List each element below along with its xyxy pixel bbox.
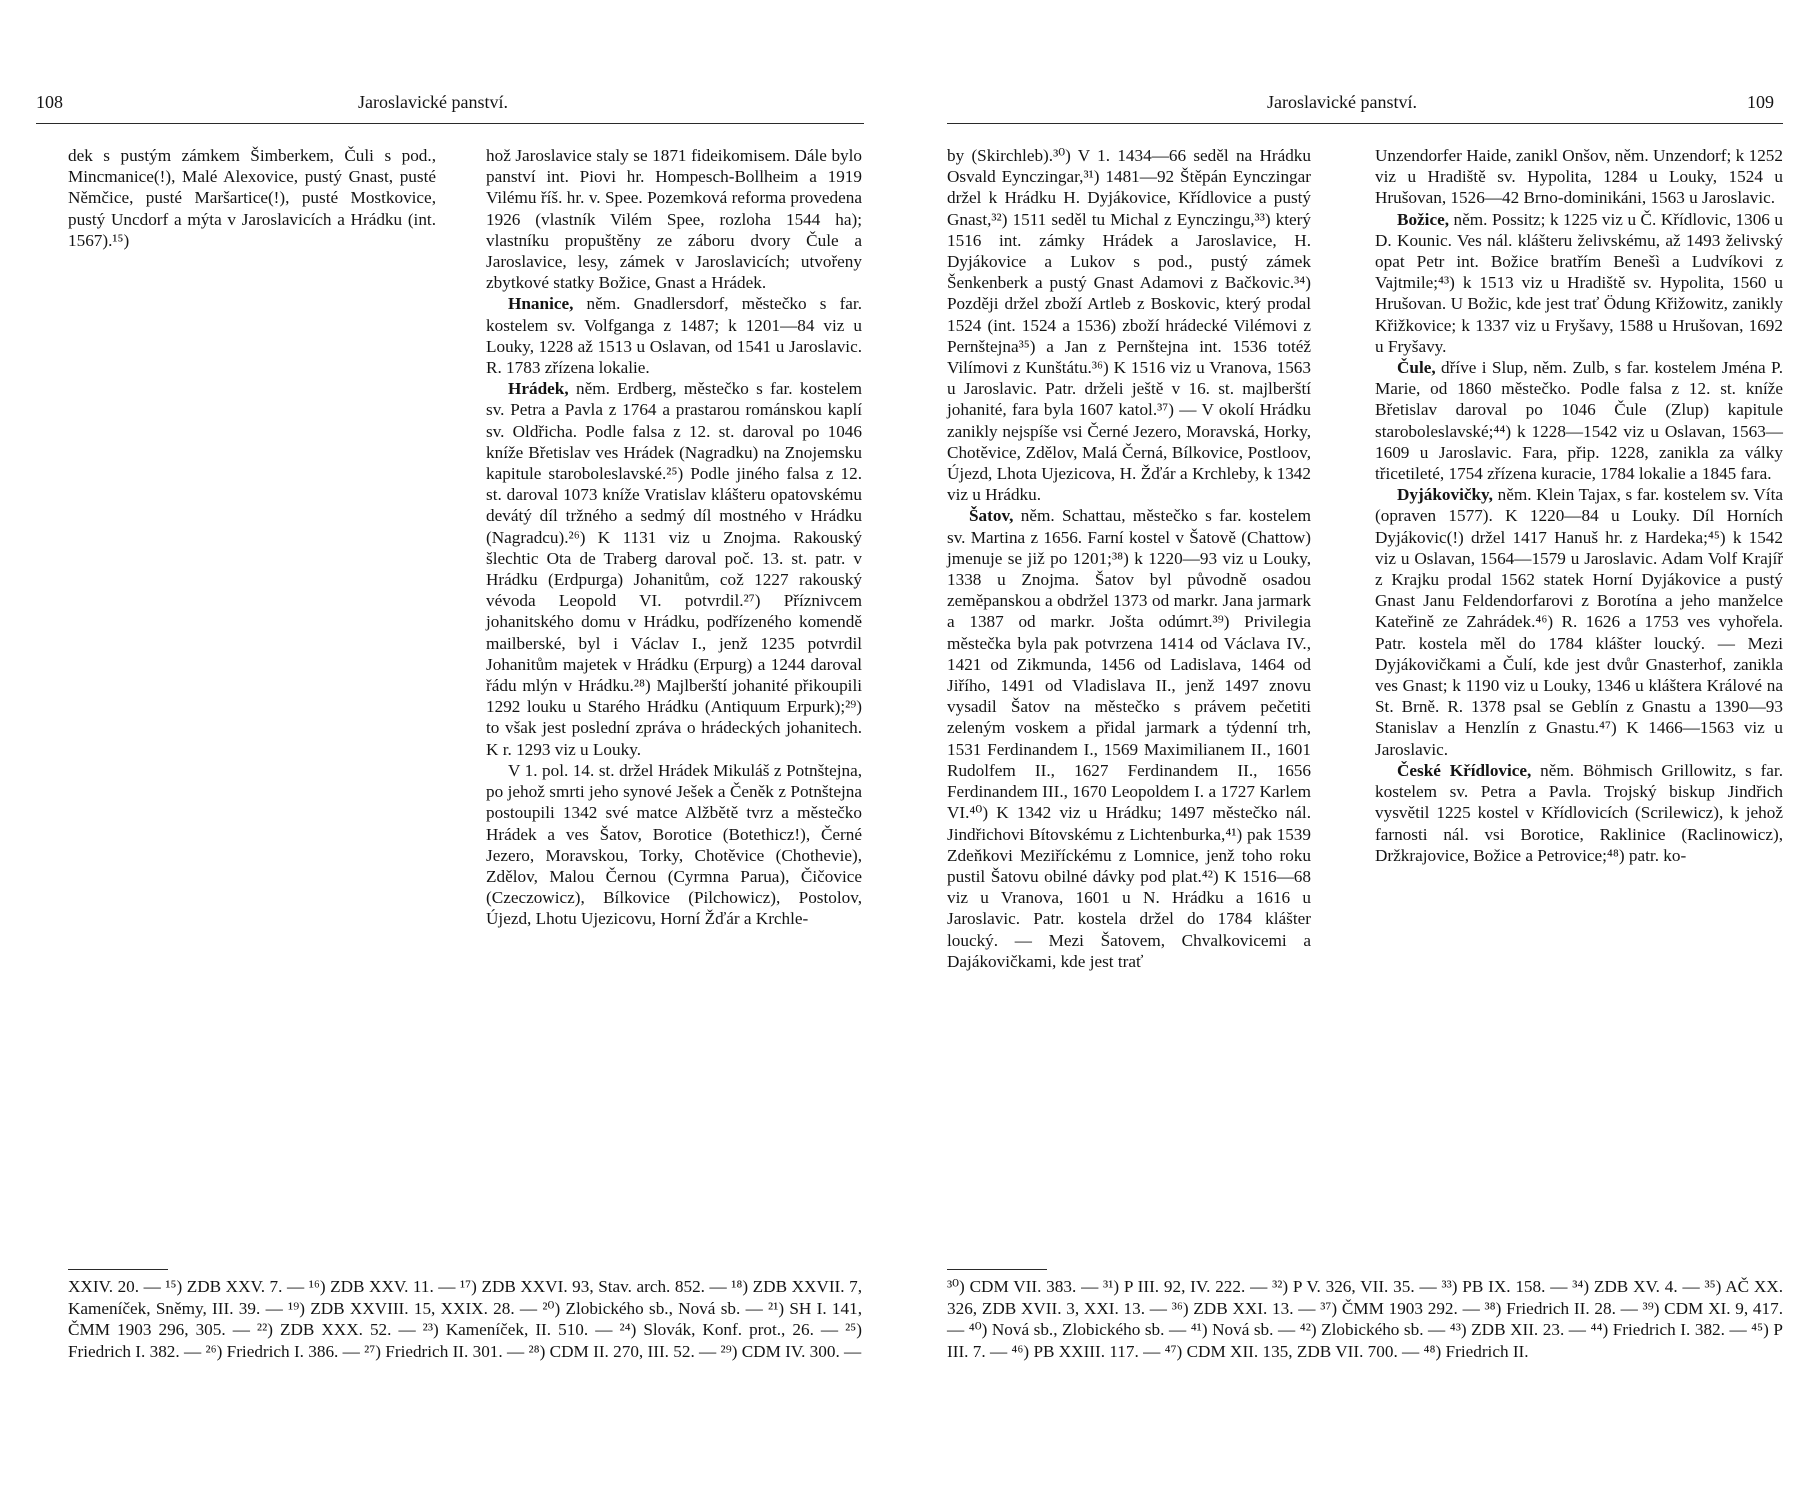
entry-text: dříve i Slup, něm. Zulb, s far. kostelem Jména P. Marie, od 1860 městečko. Podle falsa z 12. st. kníže Břetislav daroval po 1046 Čule (Zlup) kapitule staroboleslavské;⁴⁴) k 1228—1542 viz u Oslavan, 1563—1609 u Jaroslavic. Fara, přip. 1228, zanikla za války třicetileté, 1754 zřízena kuracie, 1784 lokalie a 1845 fara. bbox=[1375, 358, 1783, 484]
entry-heading: Hnanice, bbox=[508, 294, 574, 314]
footnote-rule bbox=[947, 1269, 1047, 1270]
paragraph: V 1. pol. 14. st. držel Hrádek Mikuláš z Potnštejna, po jehož smrti jeho synové Ješek a Čeněk z Potnštejna postoupili 1342 své matce Alžbětě tvrz a městečko Hrádek a ves Šatov, Borotice (Botethicz!), Černé Jezero, Moravskou, Torky, Chotěvice (Chothevie), Zdělov, Malou Černou (Cyrmna Parua), Čičovice (Czeczowicz), Bílkovice (Pilchowicz), Postolov, Újezd, Lhotu Ujezicovu, Horní Žďár a Krchle- bbox=[486, 760, 862, 929]
text-column-1 bbox=[947, 145, 1311, 972]
entry-satov bbox=[947, 505, 1311, 971]
entry-text: něm. Gnadlersdorf, městečko s far. kostelem sv. Volfganga z 1487; k 1201—84 viz u Louky, 1228 až 1513 u Oslavan, od 1541 u Jaroslavic. R. 1783 zřízena lokalie. bbox=[486, 294, 862, 378]
header-rule bbox=[947, 123, 1783, 124]
entry-heading: České Křídlovice, bbox=[1397, 760, 1532, 780]
paragraph: by (Skirchleb).³⁰) V 1. 1434—66 seděl na Hrádku Osvald Eynczingar,³¹) 1481—92 Štěpán Eynczingar držel k Hrádku H. Dyjákovice, Křídlovice a pustý Gnast,³²) 1511 seděl tu Michal z Eynczingu,³³) který 1516 int. zámky Hrádek a Jaroslavice, H. Dyjákovice a Lukov s pod., pustý zámek Šenkenberk a pustý Gnast Adamovi z Bačkovic.³⁴) Později držel zboží Artleb z Boskovic, který prodal 1524 (int. 1524 a 1536) zboží hrádecké Vilémovi z Pernštejna³⁵) a Jan z Pernštejna int. 1536 totéž Vilímovi z Kunštátu.³⁶) K 1516 viz u Vranova, 1563 u Jaroslavic. Patr. drželi ještě v 16. st. majlberští johanité, fara byla 1607 katol.³⁷) — V okolí Hrádku zanikly nejspíše vsi Černé Jezero, Moravská, Horky, Chotěvice, Zdělov, Malá Černá, Bílkovice, Postloov, Újezd, Lhota Ujezicova, H. Žďár a Krchleby, k 1342 viz u Hrádku. bbox=[947, 146, 1311, 505]
page-number: 109 bbox=[1747, 92, 1774, 112]
entry-dyjakovicky bbox=[1375, 484, 1783, 760]
footnotes-text: XXIV. 20. — ¹⁵) ZDB XXV. 7. — ¹⁶) ZDB XXV. 11. — ¹⁷) ZDB XXVI. 93, Stav. arch. 852. — ¹⁸) ZDB XXVII. 7, Kameníček, Sněmy, III. 39. — ¹⁹) ZDB XXVIII. 15, XXIX. 28. — ²⁰) Zlobického sb., Nová sb. — ²¹) SH I. 141, ČMM 1903 296, 305. — ²²) ZDB XXX. 52. — ²³) Kameníček, II. 510. — ²⁴) Slovák, Konf. prot., 26. — ²⁵) Friedrich I. 382. — ²⁶) Friedrich I. 386. — ²⁷) Friedrich II. 301. — ²⁸) CDM II. 270, III. 52. — ²⁹) CDM IV. 300. — bbox=[68, 1277, 862, 1361]
running-title: Jaroslavické panství. bbox=[358, 92, 508, 112]
running-title: Jaroslavické panství. bbox=[1267, 92, 1417, 112]
entry-heading: Božice, bbox=[1397, 209, 1450, 229]
entry-text: něm. Possitz; k 1225 viz u Č. Křídlovic, 1306 u D. Kounic. Ves nál. klášteru želivskému, až 1493 želivský opat Petr int. Božice bratřím Benešì a Ludvíkovi z Vajtmile;⁴³) k 1513 viz u Hradiště sv. Hypolita, 1560 u Hrušovan. U Božic, kde jest trať Ödung Křižowitz, zanikly Křižkovice; k 1337 viz u Fryšavy, 1588 u Hrušovan, 1692 u Fryšavy. bbox=[1375, 209, 1783, 356]
entry-hradek bbox=[486, 378, 862, 760]
footnotes bbox=[947, 1276, 1783, 1362]
entry-cule bbox=[1375, 357, 1783, 484]
footnotes bbox=[68, 1276, 862, 1362]
entry-heading: Čule, bbox=[1397, 358, 1436, 378]
text-column-1 bbox=[68, 145, 436, 251]
entry-heading: Hrádek, bbox=[508, 379, 569, 399]
header-rule bbox=[36, 123, 864, 124]
text-column-2 bbox=[1375, 145, 1783, 866]
entry-text: něm. Erdberg, městečko s far. kostelem sv. Petra a Pavla z 1764 a prastarou románskou kaplí sv. Oldřicha. Podle falsa z 12. st. daroval po 1046 kníže Břetislav ves Hrádek (Nagradku) na Znojemsku kapitule staroboleslavské.²⁵) Podle jiného falsa z 12. st. daroval 1073 kníže Vratislav klášteru opatovskému devátý díl tržného a sedmý díl mostného v Hrádku (Nagradcu).²⁶) K 1131 viz u Znojma. Rakouský šlechtic Ota de Traberg daroval poč. 13. st. patr. v Hrádku (Erdpurga) Johanitům, což 1227 rakouský vévoda Leopold VI. potvrdil.²⁷) Příznivcem johanitského domu v Hrádku, podřízeného komendě mailberské, byl i Václav I., jenž 1235 potvrdil Johanitům majetek v Hrádku (Erpurg) a 1244 daroval řádu mlýn v Hrádku.²⁸) Majlberští johanité přikoupili 1292 louku u Starého Hrádku (Antiquum Erpurk);²⁹) to však jest poslední zpráva o hrádeckých johanitech. K r. 1293 viz u Louky. bbox=[486, 379, 862, 759]
entry-ceske-kridlovice bbox=[1375, 760, 1783, 866]
paragraph: dek s pustým zámkem Šimberkem, Čuli s pod., Mincmanice(!), Malé Alexovice, pustý Gnast, pusté Němčice, pusté Maršartice(!), pusté Mostkovice, pustý Uncdorf a mýta v Jaroslavicích a Hrádku (int. 1567).¹⁵) bbox=[68, 146, 436, 250]
entry-heading: Šatov, bbox=[969, 506, 1014, 526]
entry-text: něm. Böhmisch Grillowitz, s far. kostelem sv. Petra a Pavla. Trojský biskup Jindřich vysvětil 1225 kostel v Křídlovicích (Scrilewicz), k jehož farnosti nál. vsi Borotice, Raklinice (Raclinowicz), Držkrajovice, Božice a Petrovice;⁴⁸) patr. ko- bbox=[1375, 760, 1783, 865]
paragraph: Unzendorfer Haide, zanikl Onšov, něm. Unzendorf; k 1252 viz u Hradiště sv. Hypolita, 1284 u Louky, 1524 u Hrušovan, 1526—42 Brno-dominikáni, 1563 u Jaroslavic. bbox=[1375, 146, 1783, 208]
footnotes-text: ³⁰) CDM VII. 383. — ³¹) P III. 92, IV. 222. — ³²) P V. 326, VII. 35. — ³³) PB IX. 158. — ³⁴) ZDB XV. 4. — ³⁵) AČ XX. 326, ZDB XVII. 3, XXI. 13. — ³⁶) ZDB XXI. 13. — ³⁷) ČMM 1903 292. — ³⁸) Friedrich II. 28. — ³⁹) CDM XI. 9, 417. — ⁴⁰) Nová sb., Zlobického sb. — ⁴¹) Nová sb. — ⁴²) Zlobického sb. — ⁴³) ZDB XII. 23. — ⁴⁴) Friedrich I. 382. — ⁴⁵) P III. 7. — ⁴⁶) PB XXIII. 117. — ⁴⁷) CDM XII. 135, ZDB VII. 700. — ⁴⁸) Friedrich II. bbox=[947, 1277, 1783, 1361]
text-column-2 bbox=[486, 145, 862, 930]
entry-bozice bbox=[1375, 209, 1783, 357]
right-page bbox=[905, 0, 1810, 1500]
page-number: 108 bbox=[36, 92, 63, 112]
entry-text: něm. Schattau, městečko s far. kostelem sv. Martina z 1656. Farní kostel v Šatově (Chattow) jmenuje se již po 1201;³⁸) k 1220—93 viz u Louky, 1338 u Znojma. Šatov byl původně osadou zeměpanskou a obdržel 1373 od markr. Jana jarmark a 1387 od markr. Jošta odúmrt.³⁹) Privilegia městečka byla pak potvrzena 1414 od Václava IV., 1421 od Zikmunda, 1456 od Ladislava, 1464 od Jiřího, 1491 od Vladislava II., jenž 1497 znovu vysadil Šatov na městečko s právem pečetiti zeleným voskem a přidal jarmark a týdenní trh, 1531 Ferdinandem I., 1569 Maximilianem II., 1601 Rudolfem II., 1627 Ferdinandem II., 1656 Ferdinandem III., 1670 Leopoldem I. a 1727 Karlem VI.⁴⁰) K 1342 viz u Hrádku; 1497 městečko nál. Jindřichovi Bítovskému z Lichtenburka,⁴¹) pak 1539 Zdeňkovi Meziříckému z Lomnice, jenž toho roku pustil Šatovu obilné dávky pod plat.⁴²) K 1516—68 viz u Vranova, 1601 u N. Hrádku a 1616 u Jaroslavic. Patr. kostela držel do 1784 klášter loucký. — Mezi Šatovem, Chvalkovicemi a Dajákovičkami, kde jest trať bbox=[947, 506, 1311, 971]
paragraph: hož Jaroslavice staly se 1871 fideikomisem. Dále bylo panství int. Piovi hr. Hompesch-Bollheim a 1919 Vilému říš. hr. v. Spee. Pozemková reforma provedena 1926 (vlastník Vilém Spee, rozloha 1544 ha); vlastníku propuštěny ze záboru dvory Čule a Jaroslavice, lesy, zámek v Jaroslavicích; utvořeny zbytkové statky Božice, Gnast a Hrádek. bbox=[486, 146, 862, 293]
footnote-rule bbox=[68, 1269, 168, 1270]
entry-text: něm. Klein Tajax, s far. kostelem sv. Víta (opraven 1577). K 1220—84 u Louky. Díl Horních Dyjákovic(!) držel 1417 Hanuš hr. z Hardeka;⁴⁵) k 1542 viz u Oslavan, 1564—1579 u Jaroslavic. Adam Volf Krajíř z Krajku prodal 1562 statek Horní Dyjákovice a pustý Gnast Janu Feldendorfarovi z Borotína a jeho manželce Kateřině ze Zahrádek.⁴⁶) R. 1626 a 1753 ves vyhořela. Patr. kostela měl do 1784 klášter loucký. — Mezi Dyjákovičkami a Čulí, kde jest dvůr Gnasterhof, zanikla ves Gnast; k 1190 viz u Louky, 1346 u kláštera Králové na St. Brně. R. 1378 psal se Geblín z Gnastu a 1390—93 Stanislav a Henzlín z Gnastu.⁴⁷) K 1466—1563 viz u Jaroslavic. bbox=[1375, 485, 1783, 759]
entry-hnanice bbox=[486, 293, 862, 378]
entry-heading: Dyjákovičky, bbox=[1397, 485, 1493, 505]
